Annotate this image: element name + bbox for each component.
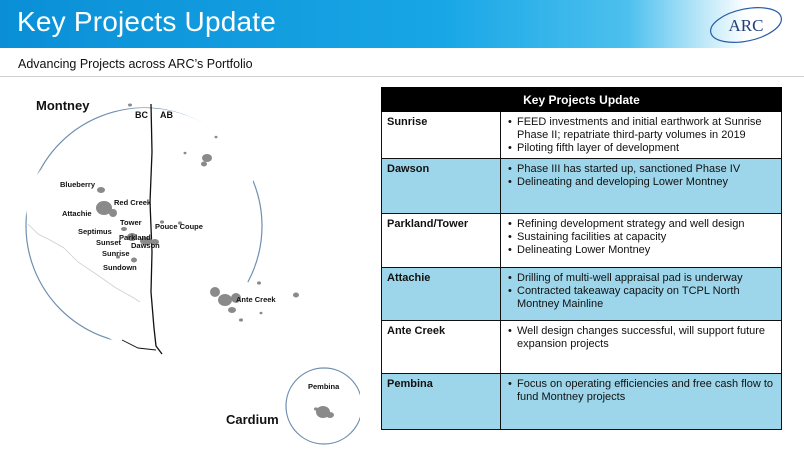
map-graphic: [20, 92, 360, 468]
label-sunset: Sunset: [96, 238, 122, 247]
label-pembina: Pembina: [308, 382, 340, 391]
bullet-item: • Contracted takeaway capacity on TCPL North Montney Mainline: [506, 285, 776, 311]
table-row: [382, 159, 782, 214]
table-header: Key Projects Update: [382, 88, 782, 112]
bullet-item: • Phase III has started up, sanctioned Phase IV: [506, 163, 776, 176]
bullet-item: • Piloting fifth layer of development: [506, 142, 776, 155]
page-subtitle: Advancing Projects across ARC’s Portfolio: [18, 57, 253, 71]
project-name: Pembina: [382, 374, 501, 430]
bullet-item: • Delineating Lower Montney: [506, 244, 776, 257]
table-row: [382, 321, 782, 374]
label-pouce-coupe: Pouce Coupe: [155, 222, 203, 231]
label-attachie: Attachie: [62, 209, 92, 218]
bullet-item: • Delineating and developing Lower Montney: [506, 176, 776, 189]
bullet-item: • Refining development strategy and well design: [506, 218, 776, 231]
project-notes: [501, 268, 782, 321]
arc-logo: [706, 5, 786, 45]
label-red-creek: Red Creek: [114, 198, 152, 207]
table-row: [382, 112, 782, 159]
project-notes: [501, 214, 782, 268]
project-name: Attachie: [382, 268, 501, 321]
label-montney: Montney: [36, 98, 90, 113]
project-name: Dawson: [382, 159, 501, 214]
table-row: [382, 214, 782, 268]
project-notes: [501, 112, 782, 159]
project-name: Parkland/Tower: [382, 214, 501, 268]
subtitle-divider: [0, 76, 804, 77]
bullet-item: • Sustaining facilities at capacity: [506, 231, 776, 244]
logo-text: ARC: [728, 16, 764, 35]
title-banner: [0, 0, 804, 48]
label-tower: Tower: [120, 218, 142, 227]
bullet-item: • Focus on operating efficiencies and free cash flow to fund Montney projects: [506, 378, 776, 404]
table-row: [382, 268, 782, 321]
label-septimus: Septimus: [78, 227, 112, 236]
project-notes: [501, 159, 782, 214]
project-name: Ante Creek: [382, 321, 501, 374]
label-cardium: Cardium: [226, 412, 279, 427]
label-ab: AB: [160, 110, 173, 120]
label-blueberry: Blueberry: [60, 180, 96, 189]
page-title: Key Projects Update: [17, 6, 277, 37]
label-sundown: Sundown: [103, 263, 137, 272]
project-name: Sunrise: [382, 112, 501, 159]
table-row: [382, 374, 782, 430]
label-bc: BC: [135, 110, 148, 120]
bullet-item: • FEED investments and initial earthwork at Sunrise Phase II; repatriate third-party volumes in 2019: [506, 116, 776, 142]
label-parkland: Parkland: [119, 233, 151, 242]
bullet-item: • Well design changes successful, will support future expansion projects: [506, 325, 776, 351]
label-sunrise: Sunrise: [102, 249, 130, 258]
bullet-item: • Drilling of multi-well appraisal pad is underway: [506, 272, 776, 285]
key-projects-table: [381, 87, 782, 430]
label-dawson: Dawson: [131, 241, 160, 250]
portfolio-map: [20, 92, 360, 468]
project-notes: [501, 321, 782, 374]
label-ante-creek: Ante Creek: [236, 295, 276, 304]
project-notes: [501, 374, 782, 430]
